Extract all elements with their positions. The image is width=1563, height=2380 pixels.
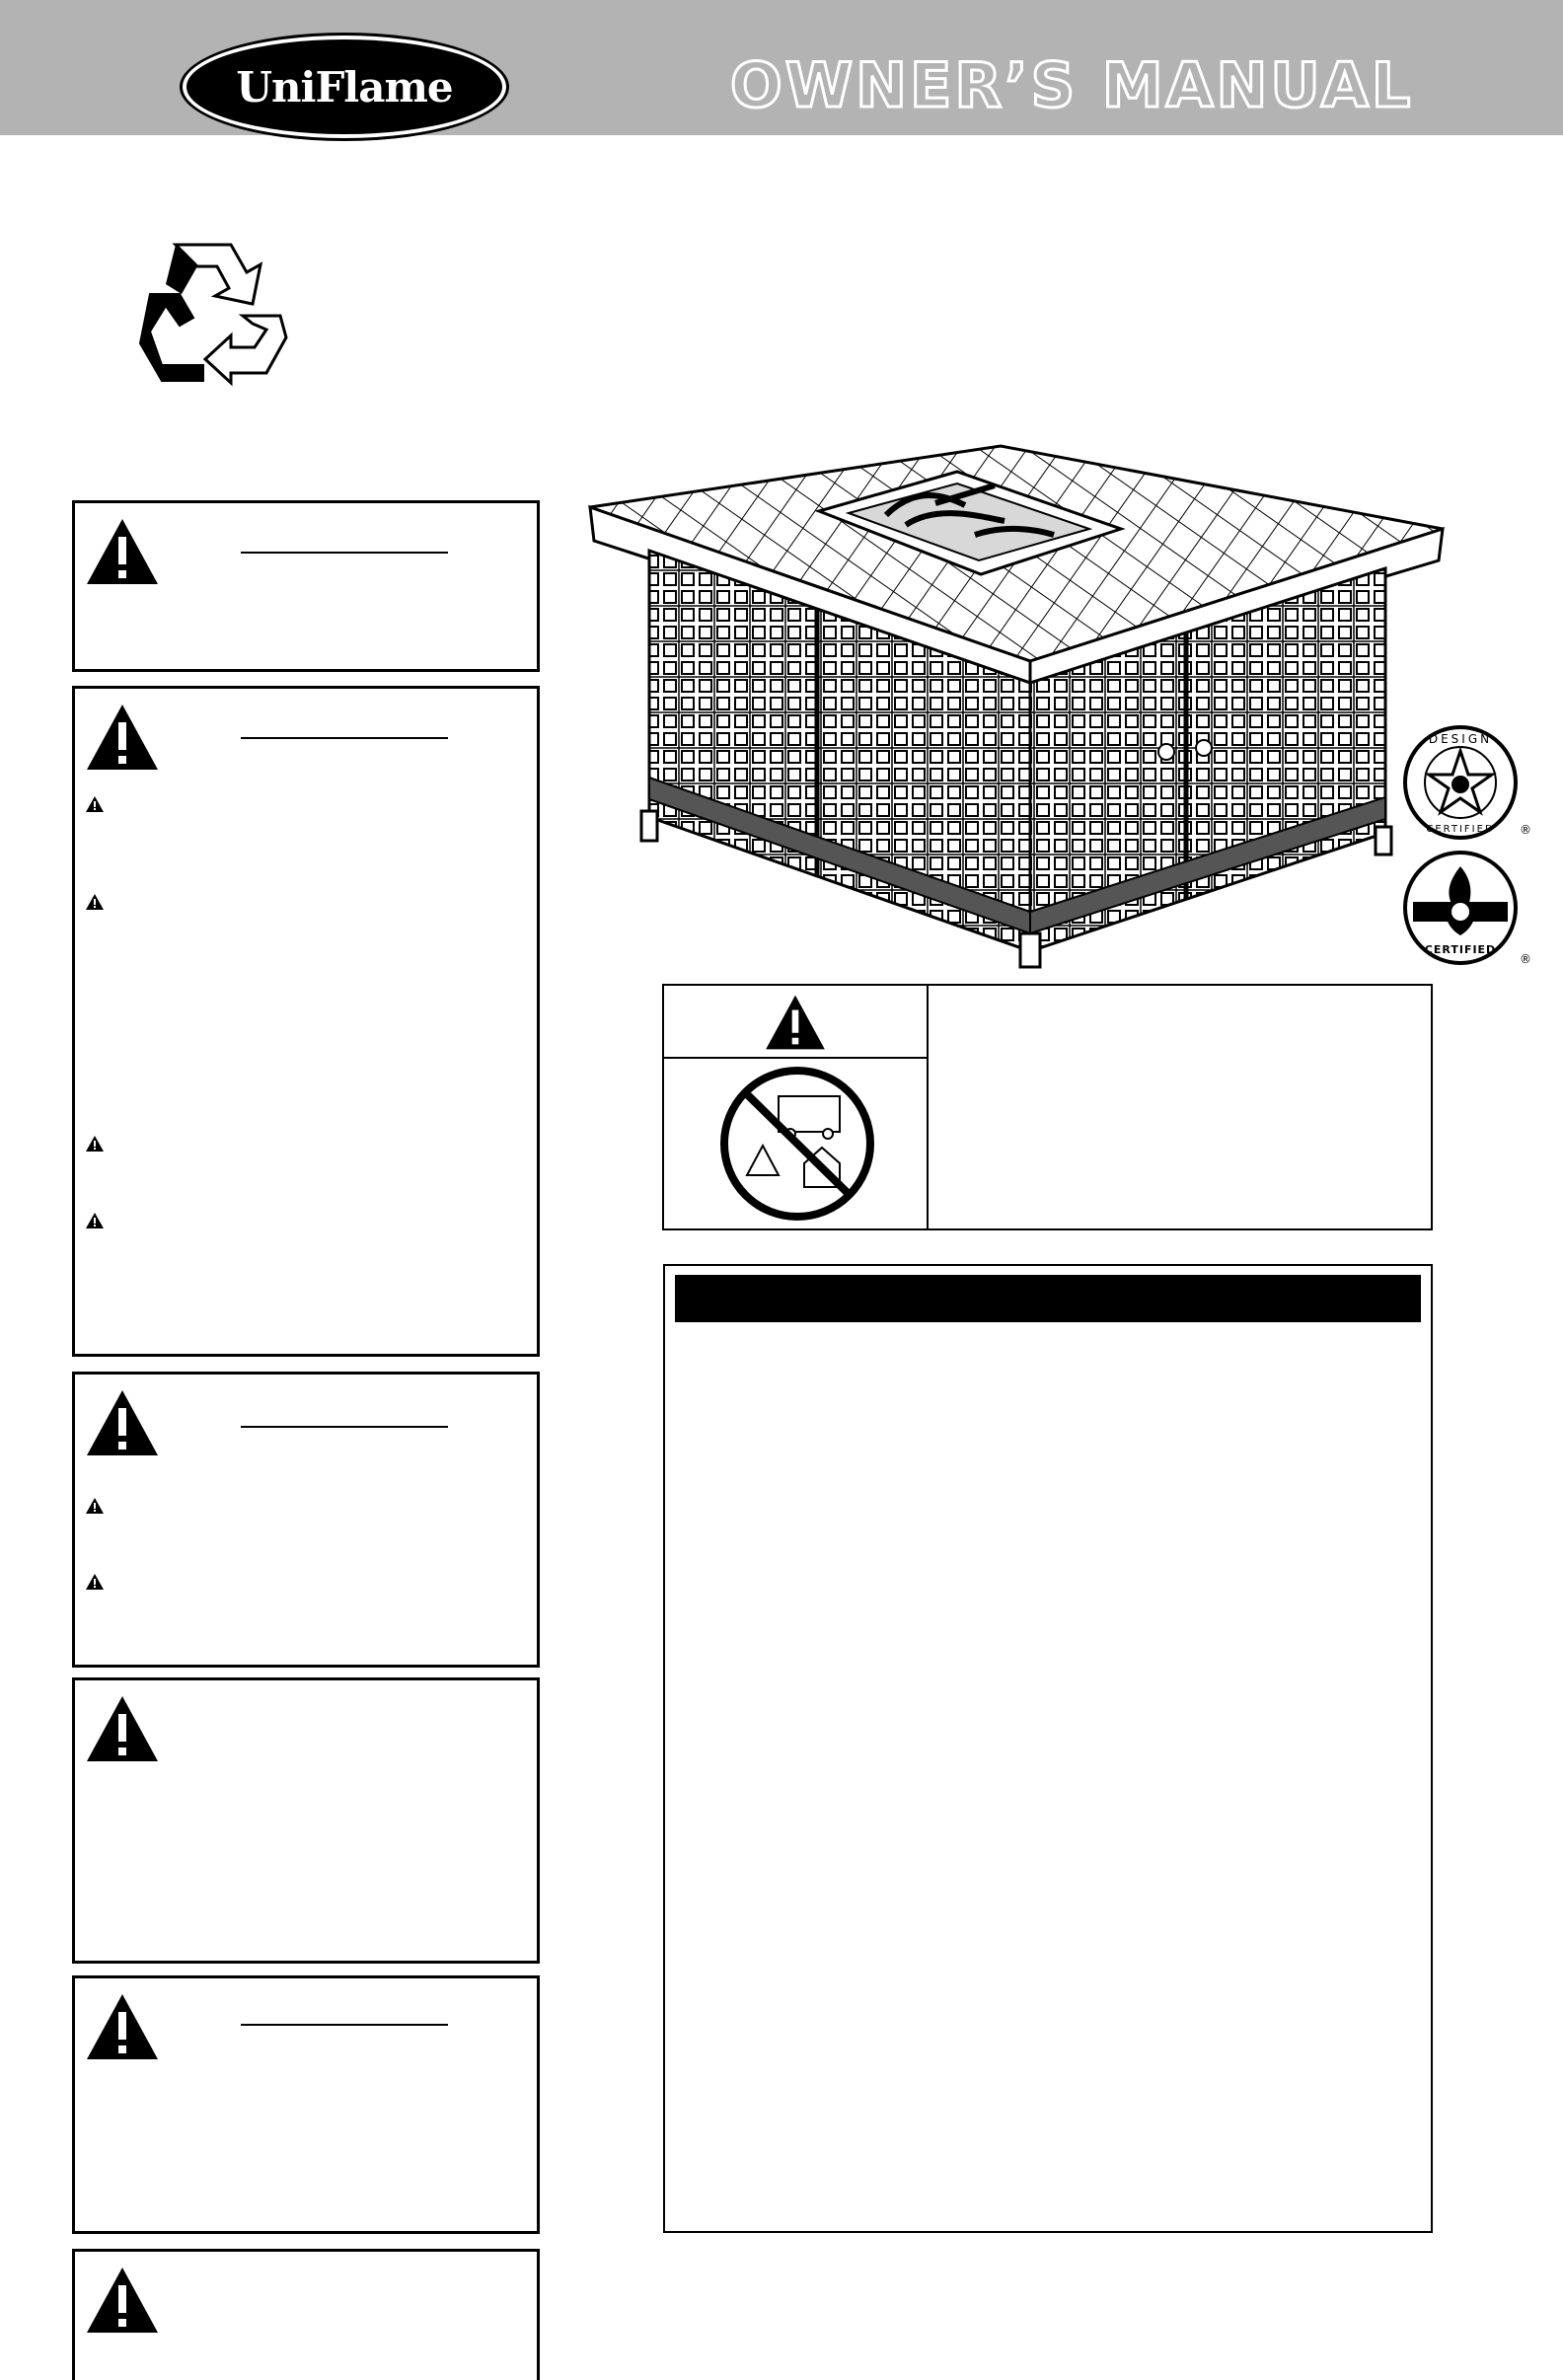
warning-triangle-icon [763,994,828,1051]
fire-pit-table-illustration [590,446,1451,971]
warning-box-4 [72,1677,540,1964]
warning-heading-rule [241,552,448,554]
page-title: OWNER’S MANUAL [730,49,1414,121]
bullet-warning-icon [85,1497,105,1515]
caution-divider [664,1057,927,1059]
registered-mark: ® [1520,823,1531,837]
bullet-warning-icon [85,893,105,911]
brand-logo-text: UniFlame [236,62,453,112]
warning-box-6 [72,2249,540,2380]
warning-triangle-icon [85,1694,160,1763]
bullet-warning-icon [85,795,105,813]
warning-box-1 [72,500,540,672]
bullet-warning-icon [85,1135,105,1153]
warning-box-5 [72,1975,540,2234]
recycle-icon [136,235,290,383]
warning-box-3 [72,1372,540,1668]
information-box [663,1264,1433,2233]
no-indoor-use-icon [713,1065,881,1223]
indoor-use-warning-box [662,984,1433,1230]
warning-heading-rule [241,1426,448,1428]
warning-heading-rule [241,2024,448,2026]
warning-triangle-icon [85,2266,160,2335]
flame-certified-seal-icon [1401,851,1531,969]
warning-triangle-icon [85,1992,160,2061]
certified-seal-text: CERTIFIED [1426,824,1495,835]
design-seal-text: DESIGN [1428,732,1493,746]
indoor-use-warning-icons [664,986,929,1228]
warning-triangle-icon [85,1388,160,1457]
warning-box-2 [72,686,540,1357]
information-header-bar [675,1275,1421,1322]
bullet-warning-icon [85,1573,105,1591]
header-bar [0,0,1563,135]
registered-mark: ® [1520,952,1531,966]
warning-triangle-icon [85,517,160,586]
warning-triangle-icon [85,703,160,772]
bullet-warning-icon [85,1212,105,1229]
flame-seal-text: CERTIFIED [1424,943,1497,956]
brand-logo [183,36,506,138]
design-certified-seal-icon [1401,723,1531,842]
warning-heading-rule [241,737,448,739]
